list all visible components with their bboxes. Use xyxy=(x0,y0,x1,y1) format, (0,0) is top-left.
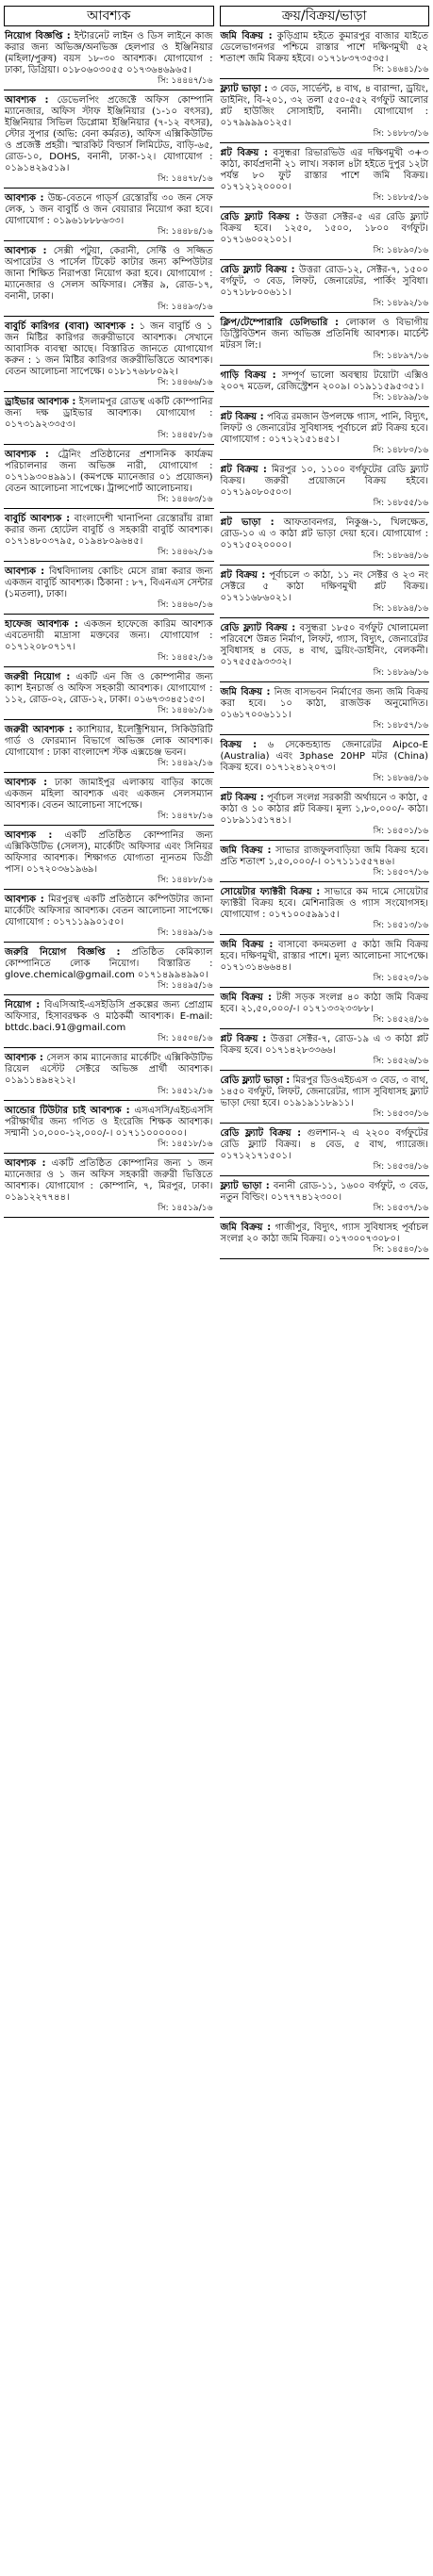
section-header-buy-sell-rent: ক্রয়/বিক্রয়/ভাড়া xyxy=(220,6,430,26)
ad-keyword: প্লট বিক্রয় : xyxy=(220,793,264,803)
classified-ad xyxy=(4,244,214,317)
ad-body: ইন্টারনেট লাইন ও ডিস লাইনে কাজ করার জন্য অভিজ্ঞ/অনভিজ্ঞ হেলপার ও ইঞ্জিনিয়ার (মহিলা/পুরুষ) বয়স ১৮-৩০ আবশ্যক। যোগাযোগ : ঢাকা, ডিগ্রিয়া। ০১৮০৬০৩০৫৫ ০১৭৩৬৪৬৯৬৫। xyxy=(5,31,213,75)
ad-body: ঢাকা জামাইপুর এলাকায় বাড়ির কাজে একজন মহিলা আবশ্যক এবং একজন সেলসম্যান আবশ্যক। বেতন আলোচনা সাপেক্ষে। xyxy=(5,778,213,811)
ad-reference: সি: ১৪৪৬১/১৬ xyxy=(158,706,213,715)
classified-ad xyxy=(4,29,214,90)
ad-body: টঙ্গী সড়ক সংলগ্ন ৪০ কাঠা জমি বিক্রয় হবে। ২১,৫০,০০০/-। ০১৭১৩৩২৩৩৮৮। xyxy=(220,993,428,1014)
ad-reference: সি: ১৪৪৫৮/১৬ xyxy=(158,431,213,440)
ad-body: সাভারে কম দামে সোয়েটার ফ্যাক্টরী বিক্রয় হবে। মেশিনারিজ ও গ্যাস সংযোগসহ। যোগাযোগ : ০১৭১০০৫৯৯১৫। xyxy=(220,887,428,920)
ad-keyword: গাড়ি বিক্রয় : xyxy=(220,370,276,381)
ad-keyword: ক্লিপ/টেম্পোরারি ডেলিভারি : xyxy=(220,318,339,328)
classified-ad xyxy=(220,1032,430,1071)
classified-ad xyxy=(4,998,214,1048)
ad-reference: সি: ১৪৮৫৫/১৬ xyxy=(373,499,428,508)
ad-reference: সি: ১৪৮৮৩/১৬ xyxy=(373,129,428,139)
ad-keyword: হাফেজ আবশ্যক : xyxy=(5,619,78,630)
ad-reference: সি: ১৪৮৯৭/১৬ xyxy=(373,352,428,361)
ad-keyword: জমি বিক্রয় : xyxy=(220,1222,272,1233)
classified-ad xyxy=(4,565,214,615)
ad-keyword: জমি বিক্রয় : xyxy=(220,845,272,856)
ad-reference: সি: ১৪৫১৯/১৬ xyxy=(158,1204,213,1213)
ad-reference: সি: ১৪৫২০/১৬ xyxy=(373,974,428,983)
ad-keyword: জমি বিক্রয় : xyxy=(220,687,271,697)
ad-keyword: রেডি ফ্ল্যাট বিক্রয় : xyxy=(220,265,295,275)
ad-body: ট্রেনিং প্রতিষ্ঠানের প্রশাসনিক কার্যক্রম পরিচালনার জন্য অভিজ্ঞ নারী, যোগাযোগ : ০১৭১৯৩০৪৯৯১। (কমপক্ষে ম্যানেজার ০১ প্রয়োজন) বেতন আলোচনা সাপেক্ষে। ট্রান্সপোর্ট আলোচনায়। xyxy=(5,450,213,494)
ad-body: বনানী রোড-১১, ১৬০০ বর্গফুট, ৩ বেড, নতুন বিল্ডিং। ০১৭৭৭৪১২৩০০। xyxy=(220,1181,428,1203)
classified-ad xyxy=(220,991,430,1029)
classified-ad xyxy=(220,316,430,366)
ad-body: পূর্বাচলে ৩ কাঠা, ১১ নং সেক্টর ও ২৩ নং সেক্টরে ৫ কাঠা দক্ষিণমুখী প্লট বিক্রয়। ০১৭১১৬৮৬০২১। xyxy=(220,570,428,603)
classified-ad xyxy=(220,685,430,735)
ad-body: গাজীপুর, বিদ্যুৎ, গ্যাস সুবিধাসহ পূর্বাচল সংলগ্ন ২০ কাঠা জমি বিক্রয়। ০১৭৩০০৭৩০৮০। xyxy=(220,1222,428,1244)
ad-reference: সি: ১৪৪৯৫/১৬ xyxy=(158,981,213,991)
ad-keyword: আন্ডোর টিউটার চাই আবশ্যক : xyxy=(5,1106,130,1116)
classified-ad xyxy=(220,463,430,513)
classified-ad xyxy=(4,93,214,189)
ad-body: ইসলামপুর রোডস্থ একটি কোম্পানির জন্য দক্ষ ড্রাইভার আবশ্যক। যোগাযোগ : ০১৭৩১৯২৩৩৫৩। xyxy=(5,397,213,430)
classified-ad xyxy=(220,844,430,882)
ad-reference: সি: ১৪৪৬৬/১৬ xyxy=(158,378,213,387)
ad-body: মিরপুর ১০, ১১০০ বর্গফুটের রেডি ফ্ল্যাট বিক্রয়। জরুরী প্রয়োজনে বিক্রয় হইবে। ০১৭১৯০৮০৫০৩। xyxy=(220,465,429,498)
ad-body: উত্তরা সেক্টর-৫ এর রেডি ফ্ল্যাট বিক্রয় হবে। ১২৫০, ১৫০০, ১৮০০ বর্গফুট। ০১৭১৬০০২১০১। xyxy=(220,212,428,245)
ad-reference: সি: ১৪৫১৮/১৬ xyxy=(158,1140,213,1149)
ad-body: পবিত্র রমজান উপলক্ষে গ্যাস, পানি, বিদ্যুৎ, লিফট ও জেনারেটর সুবিধাসহ পূর্বাচলে প্লট বিক্রয় হবে। যোগাযোগ : ০১৭১২১৫১৪৫১। xyxy=(220,412,428,445)
classified-ad xyxy=(220,568,430,618)
ad-keyword: প্লট বিক্রয় : xyxy=(220,1034,267,1044)
ad-body: সেক্সী পটুয়া, কেরানী, সেফ্টি ও সজ্জিত অপারেটর ও পার্সেল টিকেট কাটার জন্য কম্পিউটার জানা শিক্ষিত নিরাপত্তা নিয়োগ করা হবে। যোগাযোগ : ম্যানেজার ও সেলস অফিসার। সেক্টর ৯, রোড-১৭, বনানী, ঢাকা। xyxy=(5,246,213,302)
ad-body: মিরপুরস্থ একটি প্রতিষ্ঠানে কম্পিউটার জানা মার্কেটিং অফিসার আবশ্যক। বেতন আলোচনা সাপেক্ষে। যোগাযোগ : ০১৭১১৯৯০১৫০। xyxy=(5,894,213,927)
ad-reference: সি: ১৪৮৬৪/১৬ xyxy=(373,774,428,783)
ad-reference: সি: ১৪৪৬০/১৬ xyxy=(158,600,213,610)
ad-reference: সি: ১৪৪৮৪/১৬ xyxy=(158,227,213,237)
ad-reference: সি: ১৪৫২৬/১৬ xyxy=(373,1057,428,1066)
ad-keyword: বাবুর্চি কারিগর (বাবা) আবশ্যক : xyxy=(5,321,135,332)
ad-reference: সি: ১৪৮৯৪/১৬ xyxy=(373,604,428,614)
ad-body: উত্তরা সেক্টর-৭, রোড-১৯ এ ৩ কাঠা প্লট বিক্রয় হবে। ০১৭১৪২৮৩৩৬৬। xyxy=(220,1034,428,1056)
classified-ad xyxy=(220,516,430,566)
ad-keyword: ড্রাইভার আবশ্যক : xyxy=(5,397,76,407)
classified-ad xyxy=(4,893,214,943)
classified-ad xyxy=(220,146,430,207)
classified-ad xyxy=(220,738,430,788)
ad-body: মিরপুর ডিওএইচএস ৩ বেড, ৩ বাথ, ১৪৫০ বর্গফুট, লিফট, জেনারেটর, গ্যাস সুবিধাসহ ফ্ল্যাট ভাড়া দেয়া হবে। ০১৯১৯১১৮৯১১। xyxy=(220,1075,428,1108)
classified-ad xyxy=(220,938,430,988)
ad-reference: সি: ১৪৫০১/১৬ xyxy=(373,827,428,836)
ad-body: বিএসিআই-এসইডিসি প্রকল্পের জন্য প্রোগ্রাম অফিসার, হিসাবরক্ষক ও মাঠকর্মী আবশ্যক। E-mail: bttdc.baci.91@gmail.com xyxy=(5,1000,213,1033)
classified-ad xyxy=(4,1051,214,1101)
ad-body: সম্পূর্ণ ভালো অবস্থায় টয়োটা এক্সিও ২০০৭ মডেল, রেজিস্ট্রেশন ২০০৯। ০১৯১১৫৯৫৩৫১। xyxy=(220,370,428,392)
classified-ad xyxy=(4,617,214,667)
ad-reference: সি: ১৪৫৩৭/১৬ xyxy=(373,1204,428,1213)
column-right xyxy=(220,6,430,2570)
ad-body: ৬ সেকেন্ডহ্যান্ড জেনারেটর Aipco-E (Australia) এবং 3phase 20HP মটর (China) বিক্রয় হবে। ০১৭১২৪১২০৭৩। xyxy=(220,740,428,773)
ad-body: একটি প্রতিষ্ঠিত কোম্পানির জন্য এক্সিকিউটিভ (সেলস), মার্কেটিং অফিসার এবং সিনিয়র অফিসার আবশ্যক। শিক্ষাগত যোগ্যতা ন্যূনতম ডিগ্রী পাস। ০১৭২০৩৬১৯৬৯। xyxy=(5,830,213,875)
ad-keyword: আবশ্যক : xyxy=(5,1158,46,1169)
ad-reference: সি: ১৪৫৪০/১৬ xyxy=(373,1245,428,1255)
classified-ad xyxy=(220,1221,430,1259)
classified-ad xyxy=(220,1074,430,1124)
ad-body: বসুন্ধরা ১৮৫০ বর্গফুট খোলামেলা পরিবেশে উন্নত নির্মাণ, লিফট, গ্যাস, বিদ্যুৎ, জেনারেটর সুবিধাসহ ৪ বেড, ৪ বাথ, ড্রয়িং-ডাইনিং, বেলকনী। ০১৭৫৫৫৯৩৩৩২। xyxy=(220,623,428,667)
ad-keyword: আবশ্যক : xyxy=(5,95,49,106)
ad-keyword: আবশ্যক : xyxy=(5,566,45,577)
ad-keyword: রেডি ফ্ল্যাট ভাড়া : xyxy=(220,1075,291,1086)
column-left xyxy=(4,6,214,2570)
ad-keyword: জমি বিক্রয় : xyxy=(220,31,273,41)
ad-body: গুলশান-২ এ ২২০০ বর্গফুটের রেডি ফ্ল্যাট বিক্রয়। ৪ বেড, ৫ বাথ, গ্যারেজ। ০১৭১২১৭১৫০১। xyxy=(220,1128,428,1161)
ad-reference: সি: ১৪৬৪১/১৬ xyxy=(373,65,428,74)
ad-reference: সি: ১৪৫০৭/১৬ xyxy=(373,868,428,878)
ad-reference: সি: ১৪৫২৪/১৬ xyxy=(373,1015,428,1025)
ad-keyword: আবশ্যক : xyxy=(5,830,53,841)
ad-body: বাংলাদেশী খানাপিনা রেস্তোরাঁয় রান্না করার জন্য হোটেল বাবুর্চি ও সহকারী বাবুর্চি আবশ্যক। ০১৭১৪৮০৩৭৯৫, ০১৯৪৮০৯৬৪৫। xyxy=(5,514,213,547)
ad-body: সাভার রাজফুলবাড়িয়া জমি বিক্রয় হবে। প্রতি শতাংশ ১,৫০,০০০/-। ০১৭১১১৫৫৭৪৬। xyxy=(220,845,428,867)
ad-body: একটি এন জি ও কোম্পানীর জন্য ক্যাশ ইনচার্জ ও অফিস সহকারী আবশ্যক। যোগাযোগ : ১১২, রোড-০২, রোড-১২, ঢাকা। ০১৬৭৩৩৪৫১৫৩। xyxy=(5,672,213,705)
ad-keyword: জমি বিক্রয় : xyxy=(220,993,273,1003)
ad-keyword: আবশ্যক : xyxy=(5,894,44,905)
classified-ad xyxy=(220,621,430,682)
ad-reference: সি: ১৪৪৭৮/১৬ xyxy=(158,174,213,184)
classified-ad xyxy=(4,320,214,392)
ad-reference: সি: ১৪৪৫২/১৬ xyxy=(158,653,213,663)
ad-body: উত্তরা রোড-১২, সেক্টর-৭, ১৫০০ বর্গফুট, ৩ বেড, লিফট, জেনারেটর, পার্কিং সুবিধা। ০১৭১৮৮০০৬১১। xyxy=(220,265,428,298)
ad-keyword: জরুরি নিয়োগ বিজ্ঞপ্তি : xyxy=(5,947,121,958)
classified-ad xyxy=(220,791,430,841)
classified-ad xyxy=(220,1179,430,1218)
ad-reference: সি: ১৪৮৮০/১৬ xyxy=(373,446,428,455)
ad-keyword: জরুরী আবশ্যক : xyxy=(5,725,73,735)
classified-ad xyxy=(4,1104,214,1154)
ad-reference: সি: ১৪৪৯২/১৬ xyxy=(158,759,213,768)
ad-keyword: রেডি ফ্ল্যাট বিক্রয় : xyxy=(220,212,300,222)
classified-ad xyxy=(220,885,430,935)
classified-ad xyxy=(4,395,214,445)
ad-keyword: বাবুর্চি আবশ্যক : xyxy=(5,514,71,524)
ad-reference: সি: ১৪৫০৪/১৬ xyxy=(158,1034,213,1043)
ad-reference: সি: ১৪৫১২/১৬ xyxy=(158,1087,213,1096)
ad-keyword: জরুরী নিয়োগ : xyxy=(5,672,71,682)
ad-keyword: আবশ্যক : xyxy=(5,1053,43,1063)
ad-body: ৩ বেড, সার্ভেন্ট, ৪ বাথ, ৪ বারান্দা, ড্রয়িং, ডাইনিং, বি-২০১, ৩২ তলা ৫৫০-৫৫২ বর্গফুট আলোর প্লট হাউজিং সোসাইটি, বনানী। যোগাযোগ : ০১৭৯৯৯৯০১২৫। xyxy=(220,84,429,128)
ad-keyword: আবশ্যক : xyxy=(5,193,44,204)
ad-keyword: প্লট ভাড়া : xyxy=(220,517,275,528)
ad-reference: সি: ১৪৮৮৫/১৬ xyxy=(373,193,428,203)
classified-ad xyxy=(4,1157,214,1218)
ad-body: বাসাবো কদমতলা ৫ কাঠা জমি বিক্রয় হবে। দক্ষিণমুখী, রাস্তার পাশে। মূল্য আলোচনা সাপেক্ষে। ০১৭১৩১৪৬৬৪৪। xyxy=(220,940,428,973)
ad-keyword: প্লট বিক্রয় : xyxy=(220,148,269,158)
ad-reference: সি: ১৪৪৯৯/১৬ xyxy=(158,928,213,938)
ad-body: একজন হাফেজে কারিম আবশ্যক এবতেদায়ী মাদ্রাসা মক্তবের জন্য। যোগাযোগ : ০১৭১২০৮০৭১৭। xyxy=(5,619,213,652)
ad-body: পূর্বাচল সংলগ্ন সরকারী অর্থায়নে ৩ কাঠা, ৫ কাঠা ও ১০ কাঠার প্লট বিক্রয়। মূল্য ১,৮০,০০০/- কাঠা। ০১৮৯১১৫১৭৪১। xyxy=(220,793,428,826)
ad-body: ক্যাশিয়ার, ইলেক্ট্রিশিয়ান, সিকিউরিটি গার্ড ও ফোরম্যান বিভাগে অভিজ্ঞ লোক আবশ্যক। যোগাযোগ : ঢাকা বাংলাদেশ স্টক এক্সচেঞ্জ ভবন। xyxy=(5,725,213,758)
ad-keyword: সোয়েটার ফ্যাক্টরী বিক্রয় : xyxy=(220,887,321,897)
ad-keyword: ফ্ল্যাট ভাড়া : xyxy=(220,1181,270,1191)
ad-body: লোকাল ও বিভাগীয় ডিস্ট্রিবিউশন জন্য অভিজ্ঞ প্রতিনিধি আবশ্যক। মার্চেন্ট মটরস লি:। xyxy=(220,318,428,351)
ad-reference: সি: ১৪৮৯৬/১৬ xyxy=(373,668,428,678)
ad-body: প্রতিষ্ঠিত কেমিক্যাল কোম্পানিতে লোক নিয়োগ। বিস্তারিত : glove.chemical@gmail.com ০১৭১৪৯৯৪৯৯০। xyxy=(5,947,213,980)
classified-ad xyxy=(4,829,214,890)
ad-reference: সি: ১৪৮৫৭/১৬ xyxy=(373,721,428,730)
classified-ad xyxy=(220,263,430,313)
ad-reference: সি: ১৪৫৩০/১৬ xyxy=(373,1109,428,1119)
ad-body: ১ জন বাবুর্চি ও ১ জন মিষ্টির কারিগর জরুরীভাবে আবশ্যক। সেখানে আবাসিক ব্যবস্থা আছে। বিস্তারিত জানতে যোগাযোগ করুন : ১ জন মিষ্টির কারিগর জরুরীভিত্তিতে আবশ্যক। বেতন আলোচনা সাপেক্ষে। ০১৮১৭৬৮৮০৯২। xyxy=(5,321,213,377)
ad-list-wanted xyxy=(4,29,214,1218)
classified-ad xyxy=(4,191,214,241)
ad-keyword: নিয়োগ : xyxy=(5,1000,41,1010)
ad-list-buy-sell-rent xyxy=(220,29,430,1259)
classified-ad xyxy=(220,1126,430,1176)
ad-keyword: আবশ্যক : xyxy=(5,778,48,788)
classified-ad xyxy=(220,410,430,460)
section-header-wanted: আবশ্যক xyxy=(4,6,214,26)
ad-keyword: আবশ্যক : xyxy=(5,246,47,256)
classified-ad xyxy=(4,776,214,826)
ad-body: সেলস কাম ম্যানেজার মার্কেটিং এক্সিকিউটিভ রিয়েল এস্টেট সেক্টরে অভিজ্ঞ প্রার্থী আবশ্যক। ০১৯১১৪৯৪২১২। xyxy=(5,1053,213,1086)
ad-body: নিজ বাসভবন নির্মাণের জন্য জমি বিক্রয় করা হবে। ১০ কাঠা, রাজউক অনুমোদিত। ০১৬১৭০০৬১১১। xyxy=(220,687,428,720)
ad-body: বসুন্ধরা রিভারভিউ এর দক্ষিণমুখী ৩+৩ কাঠা, কার্যপ্রদানী ২১ লাখ। সকাল ৪টা হইতে দুপুর ১২টা পর্যন্ত ৮০ ফুট রাস্তার পাশে জমি বিক্রয়। ০১৭১২১২০০০০। xyxy=(220,148,428,192)
classified-ad xyxy=(4,945,214,995)
ad-body: উচ্চ-বেতনে গার্ড্স রেস্তোরাঁয় ৩০ জন সেফ লেক, ১ জন বাবুর্চি ও জন বেয়ারার নিয়োগ করা হবে। যোগাযোগ : ০১৯৬১৮৮৮৬৩৩। xyxy=(5,193,213,226)
ad-body: কুড়িগ্রাম হইতে কুমারপুর বাজার যাইতে ডেলেভাগনগর পশ্চিমে রাস্তার পাশে দক্ষিণমুখী ৫২ শতাংশ জমি বিক্রয় হইবে। ০১৭১৮৩৭৩৫৩৫। xyxy=(220,31,428,64)
ad-keyword: রেডি ফ্ল্যাট বিক্রয় : xyxy=(220,623,296,633)
ad-reference: সি: ১৪৮৯৯/১৬ xyxy=(373,393,428,402)
classified-ad xyxy=(4,723,214,773)
ad-reference: সি: ১৪৫১৩/১৬ xyxy=(373,921,428,930)
ad-body: একটি প্রতিষ্ঠিত কোম্পানির জন্য ১ জন ম্যানেজার ও ১ জন অফিস সহকারী জরুরী ভিত্তিতে আবশ্যক। যোগাযোগ : কোম্পানি, ৭, মিরপুর, ঢাকা। ০১৯১২২৭৭৪৪। xyxy=(5,1158,213,1203)
ad-reference: সি: ১৪৪৯৩/১৬ xyxy=(158,303,213,312)
ad-body: আফতাবনগর, নিকুঞ্জ-১, খিলক্ষেত, রোড-১০ এ ৩ কাঠা প্লট ভাড়া দেয়া হবে। যোগাযোগ : ০১৭১৫০২০০০০। xyxy=(220,517,428,550)
ad-reference: সি: ১৪৮৯২/১৬ xyxy=(373,299,428,308)
ad-keyword: প্লট বিক্রয় : xyxy=(220,465,267,475)
ad-reference: সি: ১৪৮৬৪/১৬ xyxy=(373,551,428,561)
classified-ad xyxy=(220,29,430,79)
classified-ad xyxy=(4,512,214,562)
classified-ad xyxy=(220,369,430,407)
ad-keyword: প্লট বিক্রয় : xyxy=(220,570,266,581)
ad-keyword: জমি বিক্রয় : xyxy=(220,940,274,950)
classified-ad xyxy=(220,210,430,260)
classified-ad xyxy=(4,670,214,720)
ad-reference: সি: ১৪৪৭৮/১৬ xyxy=(158,812,213,821)
ad-body: বিশ্ববিদ্যালয় কোচিং মেসে রান্না করার জন্য একজন বাবুর্চি আবশ্যক। ঠিকানা : ৮৭, বিএনএস সেন্টার (১মতলা), ঢাকা। xyxy=(5,566,213,599)
ad-reference: সি: ১৪৪৬২/১৬ xyxy=(158,548,213,557)
ad-keyword: রেডি ফ্ল্যাট বিক্রয় : xyxy=(220,1128,302,1139)
ad-reference: সি: ১৪৪৮৮/১৬ xyxy=(158,876,213,885)
ad-body: এসএসসি/এইচএসসি পরীক্ষার্থীর জন্য গণিত ও ইংরেজি শিক্ষক আবশ্যক। সম্মানী ১০,০০০-১২,০০০/-। ০১৭১১০০০০০০। xyxy=(5,1106,213,1139)
ad-keyword: ফ্ল্যাট ভাড়া : xyxy=(220,84,269,94)
ad-body: ডেভেলপিং প্রজেক্টে অফিস কোম্পানি ম্যানেজার, অফিস স্টাফ ইঞ্জিনিয়ার (১-১০ বৎসর), ইঞ্জিনিয়ার সিভিল ডিপ্লোমা ইঞ্জিনিয়ার (৭-১২ বৎসর), স্টোর সুপার (অভি: বেনা কর্মরত), অফিস এক্সিকিউটিভ ও প্রজেক্ট প্রহরী। স্মারকিট বিল্ডার্স লিমিটেড, বাড়ি-৬৫, রোড-১০, DOHS, বনানী, ঢাকা-১২। যোগাযোগ : ০১৯১৪২৯৫১৯। xyxy=(5,95,213,173)
ad-reference: সি: ১৪৪৬৩/১৬ xyxy=(158,495,213,504)
ad-reference: সি: ১৪৫৩৪/১৬ xyxy=(373,1162,428,1172)
ad-keyword: বিক্রয় : xyxy=(220,740,258,750)
ad-keyword: প্লট বিক্রয় : xyxy=(220,412,264,422)
classified-ad xyxy=(4,448,214,509)
ad-keyword: নিয়োগ বিজ্ঞপ্তি : xyxy=(5,31,71,41)
classified-ad xyxy=(220,82,430,143)
ad-reference: সি: ১৪৮৯০/১৬ xyxy=(373,246,428,255)
ad-reference: সি: ১৪৪৪৭/১৬ xyxy=(158,76,213,86)
ad-keyword: আবশ্যক : xyxy=(5,450,49,460)
